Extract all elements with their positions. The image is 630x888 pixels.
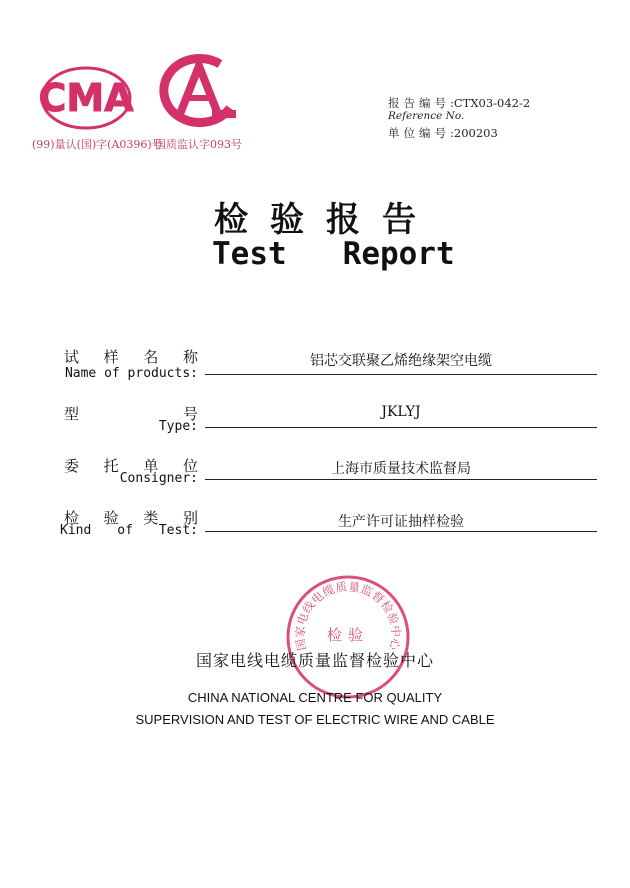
report-number (388, 95, 530, 111)
field-type-value: JKLYJ (381, 404, 421, 420)
cma-logo (38, 62, 134, 134)
cn-char: 名 (143, 348, 159, 366)
cn-char: 检 (64, 509, 80, 527)
field-type-line (205, 427, 597, 428)
field-product-name-cn (64, 346, 198, 367)
cn-char: 位 (182, 457, 198, 475)
centre-name-en-line1: CHINA NATIONAL CENTRE FOR QUALITY (187, 690, 443, 705)
reference-label: Reference No. (388, 110, 465, 122)
cn-char: 类 (143, 509, 159, 527)
centre-name-en-line2: SUPERVISION AND TEST OF ELECTRIC WIRE AND CABLE (135, 712, 495, 727)
field-consigner-en: Consigner: (119, 471, 198, 486)
field-kind-of-test-en (60, 523, 198, 538)
field-consigner-value: 上海市质量技术监督局 (331, 461, 471, 477)
cn-char: 型 (64, 405, 80, 423)
unit-number-label: 单位编号 (388, 126, 450, 140)
seal-ring-text: 国家电线电缆质量监督检验中心 (292, 579, 404, 652)
field-kind-of-test-value: 生产许可证抽样检验 (338, 514, 464, 530)
field-consigner-line (205, 479, 597, 480)
cn-char: 号 (182, 405, 198, 423)
title-chinese: 检验报告 (214, 200, 438, 240)
field-product-name-en: Name of products: (64, 366, 198, 381)
cn-char: 托 (103, 457, 119, 475)
official-seal (283, 572, 413, 702)
cma-caption: (99)量认(国)字(A0396)号 (32, 138, 163, 151)
cal-caption: 国质监认字093号 (155, 138, 242, 151)
cn-char: 单 (143, 457, 159, 475)
centre-name-cn: 国家电线电缆质量监督检验中心 (195, 651, 434, 670)
title-english-word-1: Test (212, 236, 287, 272)
cn-char: 试 (64, 348, 80, 366)
field-product-name-value: 铝芯交联聚乙烯绝缘架空电缆 (310, 353, 492, 369)
report-number-label: 报告编号 (388, 96, 450, 110)
cn-char: 样 (103, 348, 119, 366)
cal-logo (150, 50, 248, 130)
field-product-name-line (205, 374, 597, 375)
en-word: of (117, 523, 133, 538)
cn-char: 称 (182, 348, 198, 366)
en-word: Test: (158, 523, 198, 538)
title-english (212, 236, 455, 272)
unit-number-value: :200203 (450, 126, 498, 140)
field-kind-of-test-line (205, 531, 597, 532)
field-type-en: Type: (158, 419, 198, 434)
title-english-word-2: Report (342, 236, 455, 272)
cn-char: 别 (182, 509, 198, 527)
seal-center-text: 检验 (326, 626, 370, 644)
cn-char: 验 (103, 509, 119, 527)
cal-logo-text: CAL (197, 128, 201, 129)
cma-logo-text: CMA (38, 76, 134, 120)
en-word: Kind (60, 523, 92, 538)
cn-char: 委 (64, 457, 80, 475)
unit-number (388, 125, 498, 141)
report-number-value: :CTX03-042-2 (450, 96, 531, 110)
